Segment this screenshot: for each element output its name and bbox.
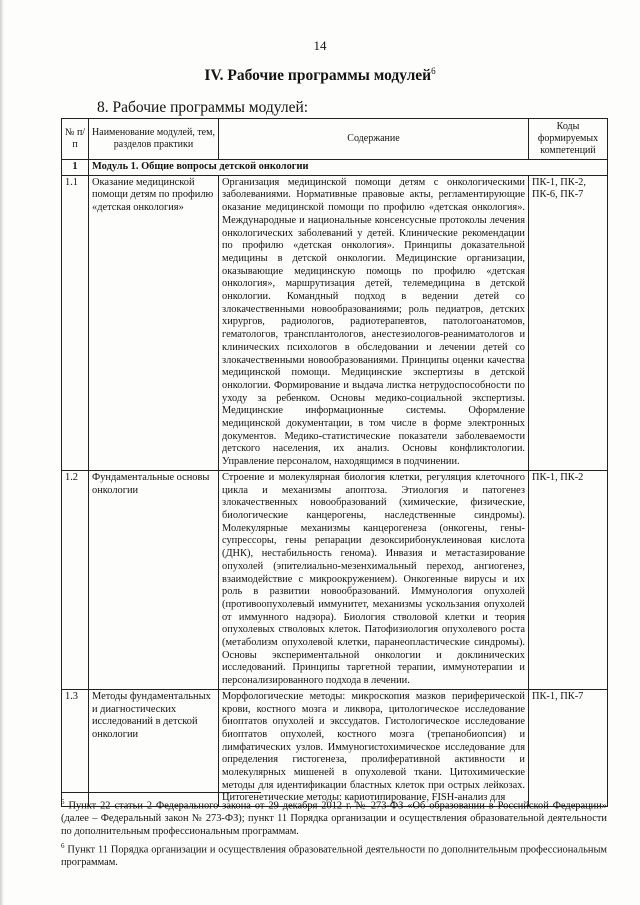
footnote-text: Пункт 22 статьи 2 Федерального закона от 29 декабря 2012 г. № 273-ФЗ «Об образовании в Российской Федерации» (далее – Федеральный закон № 273-ФЗ); пункт 11 Порядка организации и осуществления образовательной деятельности по дополнительным профессиональным программам. <box>61 800 607 837</box>
header-no: № п/п <box>62 119 89 160</box>
row-content: Организация медицинской помощи детям с онкологическими заболеваниями. Нормативные правовые акты, регламентирующие оказание медицинской помощи по профилю «детская онкология». Международные и национальные консенсусные протоколы лечения онкологических заболеваний у детей. Клинические рекомендации по профилю «детская онкология». Принципы доказательной медицины в детской онкологии. Медицинские организации, оказывающие медицинскую помощь по профилю «детская онкология», маршрутизация детей, телемедицина в детской онкологии. Командный подход в ведении детей со злокачественными новообразованиями; роль педиатров, детских хирургов, радиологов, радиотерапевтов, патологоанатомов, гематологов, трансплантологов, анестезиологов-реаниматологов и клинических психологов в обследовании и лечении детей со злокачественными новообразованиями. Принципы оценки качества медицинской помощи. Медицинские экспертизы в детской онкологии. Формирование и выдача листка нетрудоспособности по уходу за ребенком. Основы медико-социальной экспертизы. Медицинские информационные системы. Оформление медицинской документации, в том числе в форме электронных документов. Медико-статистические показатели заболеваемости детского населения, их анализ. Основы конфликтологии. Управление персоналом, находящимся в подчинении. <box>219 175 529 470</box>
footnote-mark: 5 <box>61 798 65 806</box>
footnote <box>61 796 607 838</box>
footnote <box>61 840 607 870</box>
footnote-mark: 6 <box>61 842 65 851</box>
table-row <box>62 175 608 470</box>
header-content: Содержание <box>219 119 529 160</box>
row-codes: ПК-1, ПК-2, ПК-6, ПК-7 <box>529 175 608 470</box>
scan-edge-shadow <box>0 0 4 905</box>
table-row <box>62 689 608 806</box>
module-table <box>61 118 608 807</box>
row-content: Строение и молекулярная биология клетки, регуляция клеточного цикла и механизмы апоптоза. Этиология и патогенез злокачественных новообразований (химические, физические, биологические канцерогены, наследственные синдромы). Молекулярные механизмы канцерогенеза (онкогены, гены-супрессоры, гены репарации дезоксирибонуклеиновая кислота (ДНК), нестабильность генома). Инвазия и метастазирование опухолей (эпителиально-мезенхимальный переход, ангиогенез, взаимодействие с микроокружением). Онкогенные вирусы и их роль в развитии новообразований. Иммунология опухолей (противоопухолевый иммунитет, механизмы ускользания опухолей от иммунного надзора). Биология стволовой клетки и теория опухолевых стволовых клеток. Патофизиология опухолевого роста (метаболизм опухолевой клетки, паранеопластические синдромы). Основы экспериментальной онкологии и доклинических исследований. Принципы таргетной терапии, иммунотерапии и персонализированного подхода в лечении. <box>219 470 529 689</box>
row-codes: ПК-1, ПК-2 <box>529 470 608 689</box>
row-name: Методы фундаментальных и диагностических исследований в детской онкологии <box>89 689 219 806</box>
footnote-divider <box>61 792 261 793</box>
row-codes: ПК-1, ПК-7 <box>529 689 608 806</box>
row-number: 1.1 <box>62 175 89 470</box>
module-title: Модуль 1. Общие вопросы детской онкологии <box>89 160 608 176</box>
chapter-heading-text: IV. Рабочие программы модулей <box>204 67 432 85</box>
chapter-heading <box>0 66 640 85</box>
module-row <box>62 160 608 176</box>
footnotes <box>61 796 607 872</box>
table-row <box>62 470 608 689</box>
row-number: 1.3 <box>62 689 89 806</box>
header-codes: Коды формируемых компетенций <box>529 119 608 160</box>
footnote-text: Пункт 11 Порядка организации и осуществления образовательной деятельности по дополнительным профессиональным программам. <box>61 844 608 869</box>
module-number: 1 <box>62 160 89 176</box>
page-number: 14 <box>313 38 327 53</box>
row-number: 1.2 <box>62 470 89 689</box>
row-content: Морфологические методы: микроскопия мазков периферической крови, костного мозга и ликвора, цитологическое исследование биоптатов опухолей и экссудатов. Гистологическое исследование биоптатов опухолей, костного мозга (трепанобиопсия) и лимфатических узлов. Иммуногистохимическое исследование для определения гистогенеза, пролиферативной активности и молекулярных мишеней в опухолевой ткани. Цитохимические методы для идентификации бластных клеток при острых лейкозах. Цитогенетические методы: кариотипирование, FISH-анализ для <box>219 689 529 806</box>
heading-footnote-ref: 6 <box>431 66 436 76</box>
row-name: Оказание медицинской помощи детям по профилю «детская онкология» <box>89 175 219 470</box>
section-title: 8. Рабочие программы модулей: <box>97 99 309 116</box>
header-name: Наименование модулей, тем, разделов практики <box>89 119 219 160</box>
table-header-row <box>62 119 608 160</box>
row-name: Фундаментальные основы онкологии <box>89 470 219 689</box>
